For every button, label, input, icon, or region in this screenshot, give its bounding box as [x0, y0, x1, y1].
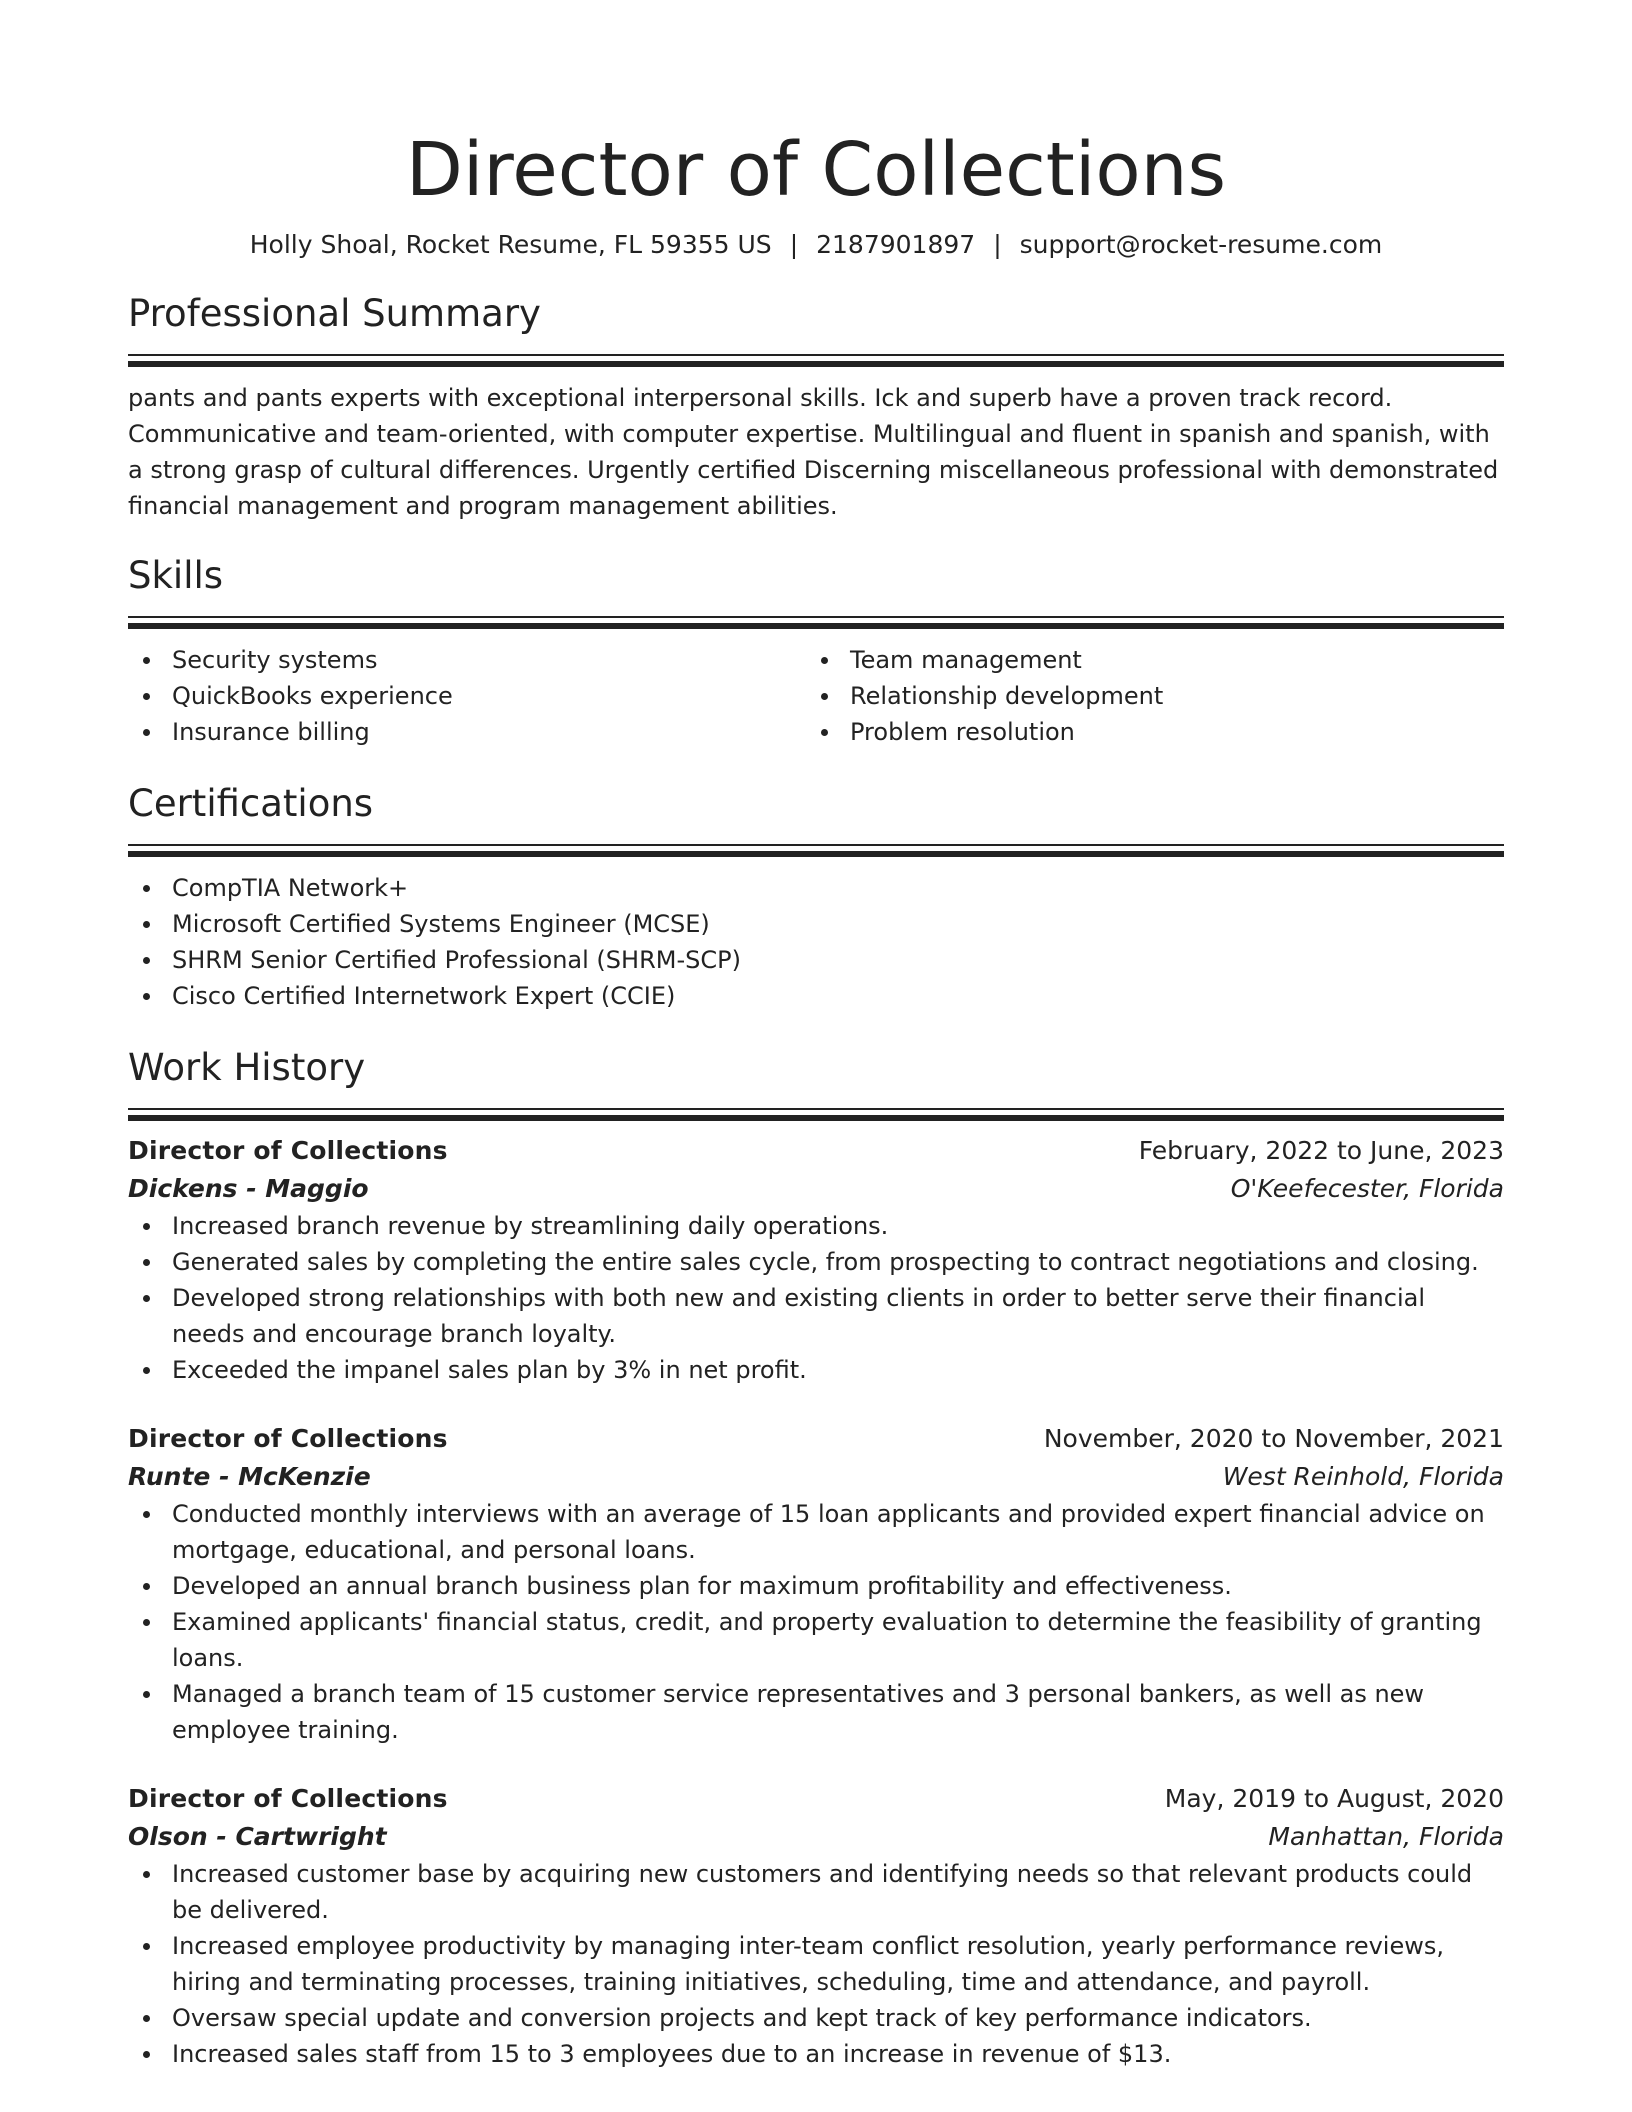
work-history-section — [128, 1044, 1504, 2072]
job-entry — [128, 1132, 1504, 1388]
certification-item: Cisco Certified Internetwork Expert (CCIE) — [128, 978, 1504, 1014]
job-dates: May, 2019 to August, 2020 — [1164, 1784, 1504, 1813]
job-location: O'Keefecester, Florida — [1230, 1174, 1504, 1203]
job-dates: November, 2020 to November, 2021 — [1043, 1424, 1504, 1453]
skills-grid — [128, 642, 1504, 750]
contact-separator: | — [993, 230, 1002, 259]
job-location: Manhattan, Florida — [1268, 1822, 1504, 1851]
skill-item: QuickBooks experience — [128, 678, 806, 714]
job-bullet: Increased employee productivity by managing inter-team conflict resolution, yearly performance reviews, hiring and terminating processes, training initiatives, scheduling, time and attendance, and payroll. — [128, 1928, 1504, 2000]
job-bullet: Exceeded the impanel sales plan by 3% in net profit. — [128, 1352, 1504, 1388]
job-entry — [128, 1420, 1504, 1748]
job-bullet: Conducted monthly interviews with an average of 15 loan applicants and provided expert financial advice on mortgage, educational, and personal loans. — [128, 1496, 1504, 1568]
resume-name: Director of Collections — [405, 127, 1227, 213]
certification-item: SHRM Senior Certified Professional (SHRM-SCP) — [128, 942, 1504, 978]
job-header — [128, 1420, 1504, 1458]
skill-item: Insurance billing — [128, 714, 806, 750]
job-header — [128, 1780, 1504, 1818]
job-header — [128, 1132, 1504, 1170]
section-divider — [128, 844, 1504, 854]
job-subheader — [128, 1458, 1504, 1496]
contact-separator: | — [789, 230, 799, 259]
summary-heading: Professional Summary — [128, 292, 541, 335]
skill-item: Security systems — [128, 642, 806, 678]
job-bullet: Increased branch revenue by streamlining daily operations. — [128, 1208, 1504, 1244]
section-divider — [128, 354, 1504, 364]
contact-line — [128, 228, 1504, 262]
section-divider — [128, 1108, 1504, 1118]
job-title: Director of Collections — [128, 1784, 448, 1813]
skill-item: Problem resolution — [806, 714, 1484, 750]
resume-page — [128, 0, 1504, 2072]
job-bullet: Oversaw special update and conversion projects and kept track of key performance indicators. — [128, 2000, 1504, 2036]
certification-item: Microsoft Certified Systems Engineer (MCSE) — [128, 906, 1504, 942]
skill-item: Team management — [806, 642, 1484, 678]
summary-text: pants and pants experts with exceptional interpersonal skills. Ick and superb have a proven track record. Communicative and team-oriented, with computer expertise. Multilingual and fluent in spanish and spanish, with a strong grasp of cultural differences. Urgently certified Discerning miscellaneous professional with demonstrated financial management and program management abilities. — [128, 384, 1499, 520]
skills-list-right — [806, 642, 1484, 750]
job-bullet: Generated sales by completing the entire sales cycle, from prospecting to contract negotiations and closing. — [128, 1244, 1504, 1280]
skill-item: Relationship development — [806, 678, 1484, 714]
job-bullet: Increased sales staff from 15 to 3 employees due to an increase in revenue of $13. — [128, 2036, 1504, 2072]
skills-heading: Skills — [128, 554, 224, 597]
job-bullets — [128, 1496, 1504, 1748]
job-bullet: Developed an annual branch business plan for maximum profitability and effectiveness. — [128, 1568, 1504, 1604]
job-bullet: Increased customer base by acquiring new customers and identifying needs so that relevant products could be delivered. — [128, 1856, 1504, 1928]
job-company: Olson - Cartwright — [128, 1822, 387, 1851]
job-subheader — [128, 1818, 1504, 1856]
job-dates: February, 2022 to June, 2023 — [1138, 1136, 1504, 1165]
certification-item: CompTIA Network+ — [128, 870, 1504, 906]
job-bullet: Examined applicants' financial status, credit, and property evaluation to determine the feasibility of granting loans. — [128, 1604, 1504, 1676]
summary-section — [128, 290, 1504, 524]
job-bullet: Developed strong relationships with both new and existing clients in order to better serve their financial needs and encourage branch loyalty. — [128, 1280, 1504, 1352]
certifications-list — [128, 870, 1504, 1014]
job-company: Runte - McKenzie — [128, 1462, 371, 1491]
job-entry — [128, 1780, 1504, 2072]
job-company: Dickens - Maggio — [128, 1174, 369, 1203]
contact-phone: 2187901897 — [816, 230, 976, 259]
certifications-heading: Certifications — [128, 782, 374, 825]
contact-address: Holly Shoal, Rocket Resume, FL 59355 US — [249, 230, 772, 259]
certifications-section — [128, 780, 1504, 1014]
skills-section — [128, 552, 1504, 750]
job-bullets — [128, 1208, 1504, 1388]
skills-list-left — [128, 642, 806, 750]
job-title: Director of Collections — [128, 1136, 448, 1165]
work-history-heading: Work History — [128, 1046, 366, 1089]
job-location: West Reinhold, Florida — [1222, 1462, 1504, 1491]
section-divider — [128, 616, 1504, 626]
job-title: Director of Collections — [128, 1424, 448, 1453]
job-subheader — [128, 1170, 1504, 1208]
job-bullets — [128, 1856, 1504, 2072]
job-bullet: Managed a branch team of 15 customer service representatives and 3 personal bankers, as well as new employee training. — [128, 1676, 1504, 1748]
contact-email: support@rocket-resume.com — [1019, 230, 1383, 259]
